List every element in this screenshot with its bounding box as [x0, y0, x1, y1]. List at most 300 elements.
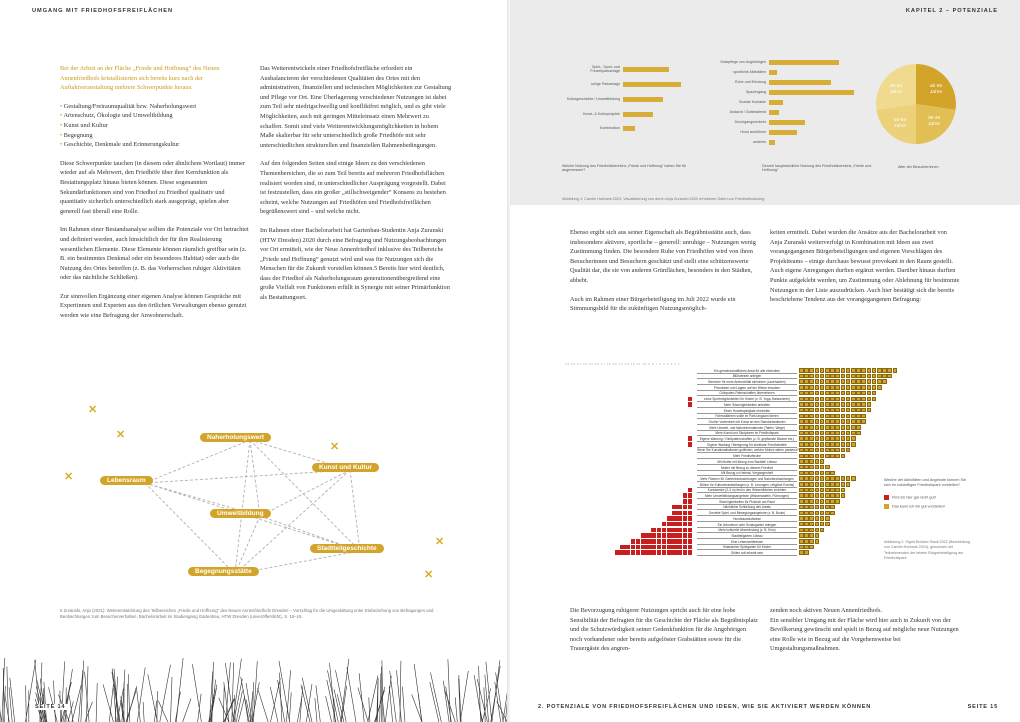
- approval-dot: [846, 476, 851, 481]
- approval-dot: [835, 425, 840, 430]
- disapproval-dot: [667, 545, 672, 550]
- approval-dot: [815, 431, 820, 436]
- approval-dot: [809, 379, 814, 384]
- paragraph: Zur sinnvollen Ergänzung einer eigenen Analyse können Gespräche mit Expertinnen und Experten aus den örtlichen Verwaltungen ebenso genutzt werden wie eine Befragung der Anwohnerschaft.: [60, 292, 247, 320]
- approval-dot: [820, 516, 825, 521]
- approval-dot: [799, 488, 804, 493]
- approval-dot: [809, 442, 814, 447]
- approval-dot: [809, 436, 814, 441]
- figure-caption: Abbildung 2: Sigrid Brücker-Stadt 2022 (Bearbeitung von Carolin Horbank 2024), gewonnen mit Teilnehmenden der letzten Bürgerbeteiligung am Friedhofspark: [884, 540, 970, 561]
- approval-dot: [820, 374, 825, 379]
- approval-dot: [861, 397, 866, 402]
- approval-dot: [804, 550, 809, 555]
- approval-dot: [825, 516, 830, 521]
- bar-label: Ruhe und Erholung: [735, 80, 766, 84]
- approval-dot: [846, 425, 851, 430]
- approval-dot: [846, 419, 851, 424]
- bar: [769, 100, 783, 105]
- grass-blade: [143, 702, 144, 722]
- approval-dot: [820, 482, 825, 487]
- diagram-node: Umweltbildung: [210, 509, 271, 518]
- diagram-lines: [50, 400, 470, 600]
- approval-dot: [799, 402, 804, 407]
- approval-dot: [799, 419, 804, 424]
- approval-dot: [846, 379, 851, 384]
- legend-swatch: [884, 504, 889, 509]
- grass-blade: [486, 662, 492, 722]
- approval-dot: [851, 425, 856, 430]
- approval-dot: [809, 368, 814, 373]
- grass-blade: [253, 661, 257, 722]
- chart-row-label: Gezielte Spiel- und Bewegungsangebote (z. B. Boule): [697, 511, 797, 516]
- approval-dot: [820, 414, 825, 419]
- disapproval-dot: [688, 516, 693, 521]
- approval-dot: [872, 368, 877, 373]
- disapproval-dot: [688, 545, 693, 550]
- approval-dot: [815, 402, 820, 407]
- list-item: • Artenschutz, Ökologie und Umweltbildung: [60, 111, 250, 121]
- disapproval-dot: [662, 522, 667, 527]
- approval-dot: [825, 408, 830, 413]
- approval-dot: [820, 425, 825, 430]
- approval-dot: [799, 499, 804, 504]
- diagram-node: Naherholungswert: [200, 433, 271, 442]
- grass-illustration: [0, 652, 508, 722]
- approval-dot: [830, 419, 835, 424]
- approval-dot: [815, 397, 820, 402]
- bar-label: Durchgangsverkehr: [734, 120, 766, 124]
- approval-dot: [851, 397, 856, 402]
- approval-dot: [856, 419, 861, 424]
- approval-dot: [846, 402, 851, 407]
- approval-dot: [830, 511, 835, 516]
- approval-dot: [825, 368, 830, 373]
- approval-dot: [846, 408, 851, 413]
- paragraph: keiten ermittelt. Dabei wurden die Ansätze aus der Bachelorarbeit von Anja Zuranski weiterverfolgt in Kombination mit Ideen aus zwei vorangegangenen Bürgerbeteiligungen und eigenen Vorschlägen des Projektteams – einige durchaus bewusst provokant in den Raum gestellt. Auch eigene Anregungen durften ergänzt werden. Darüber hinaus durften Punkte aufgeklebt werden, um Zustimmung oder Ablehnung für bestimmte Nutzungen in der Liste auszudrücken. Auch hier bestätigt sich die bereits beschriebene Tendenz aus der vorangegangenen Befragung:: [770, 229, 960, 304]
- footnote: 5 Zuranski, Anja (2021): Weiterentwicklung des Teilbereiches „Friede und Hoffnung“ des Neuen Annenfriedhofs Dresden – Vorschlag für die Umgestaltung unter Einbeziehung von Befragungen und Beobachtungen zum Besucherverhalten, Bachelorarbeit im Studiengang Gartenbau, HTW Dresden (unveröffentlicht), S. 16–19.: [60, 608, 434, 619]
- right-column-2: [770, 228, 960, 314]
- approval-dot: [861, 368, 866, 373]
- left-column-2: [260, 64, 452, 312]
- left-page: [0, 0, 508, 722]
- disapproval-dot: [625, 550, 630, 555]
- approval-dot: [804, 465, 809, 470]
- approval-dot: [820, 379, 825, 384]
- page-number: SEITE 14: [32, 704, 68, 710]
- grass-blade: [223, 685, 224, 722]
- paragraph: Diese Schwerpunkte tauchen (in diesem oder ähnlichem Wortlaut) immer wieder auf als Mehrwert, den Friedhöfe über ihre Kernfunktion als Bestattungsplatz hinaus bieten können. Diese sogenannten Sekundärfunktionen sind von Friedhof zu Friedhof qualitativ und quantitativ sicherlich unterschiedlich stark ausgeprägt, spielen aber generell fast überall eine Rolle.: [60, 159, 246, 215]
- disapproval-dot: [672, 505, 677, 510]
- approval-dot: [830, 488, 835, 493]
- approval-dot: [861, 374, 866, 379]
- approval-dot: [867, 408, 872, 413]
- approval-dot: [809, 488, 814, 493]
- approval-dot: [815, 511, 820, 516]
- approval-dot: [835, 476, 840, 481]
- approval-dot: [841, 448, 846, 453]
- approval-dot: [841, 493, 846, 498]
- approval-dot: [815, 436, 820, 441]
- chart-row-label: Stadtteilgarten Löbtau: [697, 534, 797, 539]
- chart-row: [708, 108, 863, 116]
- diagram-node: Begegnungsstätte: [188, 567, 259, 576]
- grass-blade: [171, 677, 173, 722]
- legend-item-yes: [884, 504, 972, 509]
- approval-dot: [830, 408, 835, 413]
- approval-dot: [851, 374, 856, 379]
- chart-row-label: Mit Mutter mit Bezug zum Stadtteil Löbtau: [697, 460, 797, 465]
- approval-dot: [841, 442, 846, 447]
- approval-dot: [835, 419, 840, 424]
- approval-dot: [851, 379, 856, 384]
- bar-label: Kunst- & Kulturprojekte: [583, 112, 620, 116]
- approval-dot: [815, 499, 820, 504]
- bar-label: Kombination: [600, 126, 620, 130]
- disapproval-dot: [683, 539, 688, 544]
- bar-label: Grabpflege von Angehörigen: [720, 60, 766, 64]
- disapproval-dot: [631, 539, 636, 544]
- disapproval-dot: [677, 522, 682, 527]
- approval-dot: [825, 419, 830, 424]
- chart-row: [708, 98, 863, 106]
- disapproval-dot: [620, 550, 625, 555]
- chart-row-label: Mehr Kunst und Skulpturen im Friedhofspark: [697, 431, 797, 436]
- chart-row-label: Mehr Friedhofsruhe: [697, 454, 797, 459]
- bar-label: Soziale Kontakte: [739, 100, 766, 104]
- approval-dot: [893, 368, 898, 373]
- chart-row: [708, 68, 863, 76]
- disapproval-dot: [683, 550, 688, 555]
- disapproval-dot: [662, 528, 667, 533]
- right-column-1-bottom: [570, 606, 758, 663]
- approval-dot: [820, 385, 825, 390]
- paragraph: Im Rahmen einer Bachelorarbeit hat Gartenbau-Studentin Anja Zuranski (HTW Dresden) 2020 durch eine Befragung und Nutzungsbeobachtungen vor Ort ermittelt, wie der Neue Annenfriedhof inklusive des Teilbereichs „Friede und Hoffnung“ genutzt wird und was für Nutzungen sich die Menschen für die Zukunft vorstellen können.5 Bereits hier wird deutlich, dass der Friedhof als Naherholungsraum generationenübergreifend eine große Vielfalt von Funktionen erfüllt in Synergie mit seiner Primärfunktion als Bestattungsort.: [260, 226, 450, 302]
- approval-dot: [809, 414, 814, 419]
- approval-dot: [804, 402, 809, 407]
- disapproval-dot: [688, 442, 693, 447]
- approval-dot: [820, 505, 825, 510]
- approval-dot: [815, 522, 820, 527]
- approval-dot: [846, 414, 851, 419]
- approval-dot: [835, 368, 840, 373]
- disapproval-dot: [672, 511, 677, 516]
- approval-dot: [835, 493, 840, 498]
- grass-blade: [148, 674, 158, 722]
- chart-row: [562, 62, 692, 76]
- approval-dot: [809, 454, 814, 459]
- list-item: • Kunst und Kultur: [60, 121, 250, 131]
- left-column-1: [60, 64, 250, 330]
- approval-dot: [887, 368, 892, 373]
- grass-blade: [103, 684, 113, 722]
- approval-dot: [841, 397, 846, 402]
- approval-dot: [841, 419, 846, 424]
- approval-dot: [820, 511, 825, 516]
- chart-row-label: Sitzmöglichkeiten für Picknick am Rand: [697, 500, 797, 505]
- grass-blade: [96, 683, 97, 722]
- approval-dot: [856, 408, 861, 413]
- approval-dot: [804, 368, 809, 373]
- grass-blade: [460, 671, 468, 722]
- approval-dot: [830, 471, 835, 476]
- approval-dot: [804, 476, 809, 481]
- approval-dot: [815, 448, 820, 453]
- bar: [769, 90, 854, 95]
- disapproval-dot: [651, 528, 656, 533]
- approval-dot: [799, 471, 804, 476]
- disapproval-dot: [677, 533, 682, 538]
- approval-dot: [804, 493, 809, 498]
- approval-dot: [815, 516, 820, 521]
- approval-dot: [804, 516, 809, 521]
- approval-dot: [825, 397, 830, 402]
- approval-dot: [841, 436, 846, 441]
- approval-dot: [872, 374, 877, 379]
- approval-dot: [835, 488, 840, 493]
- approval-dot: [846, 436, 851, 441]
- x-mark-icon: ✕: [435, 536, 445, 548]
- approval-dot: [846, 397, 851, 402]
- approval-dot: [804, 436, 809, 441]
- chart-caption: Welche Nutzung des Friedhofsbereichs „Friede und Hoffnung“ haben Sie für angemessen?: [562, 164, 687, 172]
- disapproval-dot: [646, 539, 651, 544]
- approval-dot: [825, 391, 830, 396]
- approval-dot: [856, 402, 861, 407]
- approval-dot: [830, 374, 835, 379]
- approval-dot: [809, 391, 814, 396]
- approval-dot: [867, 368, 872, 373]
- grass-blade: [359, 673, 364, 722]
- approval-dot: [825, 476, 830, 481]
- approval-dot: [804, 511, 809, 516]
- approval-dot: [877, 379, 882, 384]
- disapproval-dot: [667, 539, 672, 544]
- approval-dot: [846, 448, 851, 453]
- approval-dot: [851, 385, 856, 390]
- approval-dot: [815, 465, 820, 470]
- approval-dot: [882, 379, 887, 384]
- paragraph: Auch im Rahmen einer Bürgerbeteiligung im Juli 2022 wurde ein Stimmungsbild für die zukünftigen Nutzungsmöglich-: [570, 295, 736, 313]
- approval-dot: [804, 499, 809, 504]
- approval-dot: [820, 454, 825, 459]
- pie-label: 50-64 Jahre: [893, 118, 907, 129]
- bar: [769, 110, 779, 115]
- chart-caption: Alter der Besucher/innen: [898, 165, 939, 169]
- approval-dot: [825, 511, 830, 516]
- paragraph: Auf den folgenden Seiten sind einige Ideen zu den verschiedenen Themenbereichen, die so zum Teil bereits auf mehreren Friedhofsflächen realisiert worden sind, in unterschiedlicher Ausprägung vorgestellt. Dabei ist festzustellen, dass ein großer „stillschweigender“ Konsens zu bestehen scheint, welche Nutzungen auf Friedhöfen und Friedhofsfreiflächen begrüßenswert sind – und welche nicht.: [260, 160, 446, 216]
- disapproval-dot: [667, 550, 672, 555]
- chart-caption: Derzeit hauptsächliche Nutzung des Friedhofsbereichs „Friede und Hoffnung“: [762, 164, 872, 172]
- disapproval-dot: [667, 533, 672, 538]
- approval-dot: [835, 454, 840, 459]
- grass-blade: [40, 663, 42, 722]
- approval-dot: [799, 385, 804, 390]
- legend-swatch: [884, 495, 889, 500]
- disapproval-dot: [688, 402, 693, 407]
- approval-dot: [851, 431, 856, 436]
- approval-dot: [835, 442, 840, 447]
- approval-dot: [799, 476, 804, 481]
- approval-dot: [799, 442, 804, 447]
- disapproval-dot: [688, 539, 693, 544]
- approval-dot: [820, 419, 825, 424]
- disapproval-dot: [657, 550, 662, 555]
- approval-dot: [825, 431, 830, 436]
- chart-row: [562, 122, 692, 134]
- chart-row-label: Mehr Flächen für Gartenbeobachtungen und Naturbeobachtungen: [697, 477, 797, 482]
- grass-blade: [25, 660, 35, 722]
- chart-row: [562, 78, 692, 90]
- approval-dot: [825, 425, 830, 430]
- approval-dot: [804, 471, 809, 476]
- chart-row: [708, 138, 863, 146]
- approval-dot: [804, 374, 809, 379]
- approval-dot: [856, 425, 861, 430]
- approval-dot: [825, 414, 830, 419]
- diagram-node: Stadtteilgeschichte: [310, 544, 384, 553]
- approval-dot: [820, 499, 825, 504]
- approval-dot: [809, 402, 814, 407]
- disapproval-dot: [620, 545, 625, 550]
- disapproval-dot: [631, 545, 636, 550]
- approval-dot: [830, 414, 835, 419]
- disapproval-dot: [677, 511, 682, 516]
- chart-row-label: Mehr Sitzmöglichkeiten anbieten: [697, 403, 797, 408]
- approval-dot: [830, 368, 835, 373]
- chart-row-label: Hundeauslaufwiese: [697, 517, 797, 522]
- disapproval-dot: [683, 493, 688, 498]
- figure-caption: Abbildung 1: Carolin Horbank 2023, Visualisierung von durch Anja Zuranski 2020 erhobener Daten zur Friedhofsnutzung: [562, 197, 765, 201]
- approval-dot: [799, 379, 804, 384]
- bar-label: ruhige Parkanlage: [590, 82, 620, 86]
- disapproval-dot: [646, 550, 651, 555]
- disapproval-dot: [657, 545, 662, 550]
- dot-chart-body: [565, 368, 855, 568]
- grass-blade: [341, 659, 349, 722]
- paragraph: Ebenso ergibt sich aus seiner Eigenschaft als Begräbnisstätte auch, dass insbesondere aktivere, sportliche – generell: unruhige – Nutzungen wenig Zustimmung finden. Die besondere Ruhe von Friedhöfen wird von ihren Besucherinnen und Besuchern geschätzt und stellt eine schützenswerte Qualität dar, die sie von anderen Grünflächen, besonders in den Städten, abhebt.: [570, 229, 756, 284]
- bar-label: Kulturgeschichte / Umweltbildung: [566, 97, 620, 101]
- approval-dot: [846, 482, 851, 487]
- grass-blade: [54, 681, 56, 722]
- disapproval-dot: [636, 550, 641, 555]
- disapproval-dot: [646, 545, 651, 550]
- approval-dot: [804, 482, 809, 487]
- bar: [769, 140, 775, 145]
- approval-dot: [825, 505, 830, 510]
- approval-dot: [815, 454, 820, 459]
- approval-dot: [799, 436, 804, 441]
- approval-dot: [809, 471, 814, 476]
- disapproval-dot: [683, 522, 688, 527]
- approval-dot: [856, 385, 861, 390]
- approval-dot: [809, 522, 814, 527]
- approval-dot: [830, 385, 835, 390]
- approval-dot: [825, 385, 830, 390]
- grass-blade: [61, 662, 65, 722]
- bar-chart-usage-appropriate: [562, 62, 692, 136]
- tick-row: 23 22 21 20 19 18 17 16 15 14 13 12 11 10 9 8 7 6 5 4 3 2 1: [565, 362, 681, 366]
- approval-dot: [861, 419, 866, 424]
- chart-row-label: Eine Lebensmittelecke: [697, 540, 797, 545]
- chart-legend: [884, 478, 972, 509]
- bar: [623, 82, 681, 87]
- grass-blade: [315, 698, 317, 722]
- approval-dot: [861, 414, 866, 419]
- approval-dot: [830, 402, 835, 407]
- chart-row-label: Bühne für Kulturveranstaltungen (z. B. Lesungen, religiöse Events): [697, 483, 797, 488]
- bar: [769, 60, 839, 65]
- approval-dot: [815, 425, 820, 430]
- disapproval-dot: [683, 516, 688, 521]
- bar: [769, 130, 797, 135]
- approval-dot: [804, 448, 809, 453]
- chart-row-label: Leise Sportmöglichkeiten für Kinder (z. B. Yoga, Balancieren): [697, 397, 797, 402]
- approval-dot: [809, 459, 814, 464]
- bar-chart-current-usage: [708, 58, 863, 148]
- bar-label: anderes: [753, 140, 766, 144]
- approval-dot: [815, 476, 820, 481]
- disapproval-dot: [662, 545, 667, 550]
- grass-blade: [380, 673, 381, 722]
- right-column-2-bottom: [770, 606, 960, 663]
- approval-dot: [799, 516, 804, 521]
- grass-blade: [347, 668, 356, 722]
- approval-dot: [877, 374, 882, 379]
- chart-row-label: Picknicken und Lagern auf der Wiese erlauben: [697, 386, 797, 391]
- grass-blade: [109, 684, 113, 722]
- approval-dot: [809, 419, 814, 424]
- disapproval-dot: [688, 493, 693, 498]
- disapproval-dot: [657, 539, 662, 544]
- disapproval-dot: [651, 545, 656, 550]
- approval-dot: [804, 522, 809, 527]
- chart-row-label: Blühwiesen anlegen: [697, 374, 797, 379]
- approval-dot: [820, 493, 825, 498]
- approval-dot: [835, 374, 840, 379]
- pie-label: ab 65 Jahre: [929, 84, 942, 95]
- bar-label: Spiel-, Sport- und Freizeitparkanlage: [590, 65, 620, 73]
- approval-dot: [830, 431, 835, 436]
- approval-dot: [856, 397, 861, 402]
- approval-dot: [804, 454, 809, 459]
- disapproval-dot: [683, 499, 688, 504]
- chart-row-label: Mehr Umweltbildungsangebote (Wissenstafeln, Führungen): [697, 494, 797, 499]
- approval-dot: [799, 397, 804, 402]
- chart-row-label: Fahrradfahren sollte im Park langsam fahren: [697, 414, 797, 419]
- approval-dot: [799, 459, 804, 464]
- disapproval-dot: [672, 539, 677, 544]
- approval-dot: [856, 391, 861, 396]
- network-diagram: [50, 400, 470, 600]
- chart-row-label: Klassischer Spielgarten für Kinder: [697, 545, 797, 550]
- disapproval-dot: [651, 539, 656, 544]
- approval-dot: [804, 385, 809, 390]
- approval-dot: [856, 374, 861, 379]
- chart-row-label: Nächtliche Schließung des Areals: [697, 505, 797, 510]
- approval-dot: [830, 397, 835, 402]
- chart-row-label: Mutter mit Bezug zu diesem Friedhof: [697, 466, 797, 471]
- approval-dot: [809, 465, 814, 470]
- grass-blade: [160, 665, 171, 722]
- disapproval-dot: [641, 550, 646, 555]
- approval-dot: [815, 374, 820, 379]
- approval-dot: [841, 374, 846, 379]
- disapproval-dot: [677, 539, 682, 544]
- approval-dot: [835, 436, 840, 441]
- approval-dot: [799, 528, 804, 533]
- chart-row: [708, 128, 863, 136]
- chart-row-label: Einen Hundespielplatz einrichten: [697, 409, 797, 414]
